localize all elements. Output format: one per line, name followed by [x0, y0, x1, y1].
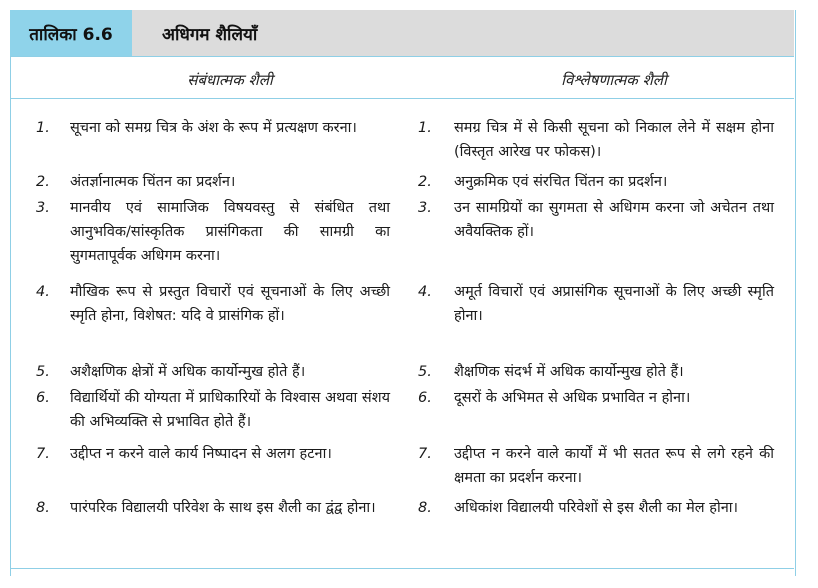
table-title: अधिगम शैलियाँ	[162, 24, 258, 45]
item-text: अमूर्त विचारों एवं अप्रासंगिक सूचनाओं के लिए अच्छी स्मृति होना।	[454, 284, 774, 324]
item-number: 6.	[418, 390, 432, 406]
item-number: 3.	[418, 200, 432, 216]
table-label: तालिका 6.6	[10, 10, 132, 56]
item-text: सूचना को समग्र चित्र के अंश के रूप में प्रत्यक्षण करना।	[70, 120, 357, 136]
header-divider	[10, 98, 794, 99]
item-text: उन सामग्रियों का सुगमता से अधिगम करना जो अचेतन तथा अवैयक्तिक हों।	[454, 200, 774, 240]
item-text: अनुक्रमिक एवं संरचित चिंतन का प्रदर्शन।	[454, 174, 668, 190]
item-number: 1.	[36, 120, 50, 136]
item-text: अधिकांश विद्यालयी परिवेशों से इस शैली का मेल होना।	[454, 500, 738, 516]
item-number: 7.	[418, 446, 432, 462]
item-text: उद्दीप्त न करने वाले कार्य निष्पादन से अलग हटना।	[70, 446, 332, 462]
item-number: 3.	[36, 200, 50, 216]
item-text: अशैक्षणिक क्षेत्रों में अधिक कार्योन्मुख होते हैं।	[70, 364, 306, 380]
item-number: 4.	[36, 284, 50, 300]
item-text: अंतर्ज्ञानात्मक चिंतन का प्रदर्शन।	[70, 174, 236, 190]
item-text: मौखिक रूप से प्रस्तुत विचारों एवं सूचनाओं के लिए अच्छी स्मृति होना, विशेषत: यदि वे प्रासंगिक हों।	[70, 284, 390, 324]
item-text: उद्दीप्त न करने वाले कार्यों में भी सतत रूप से लगे रहने की क्षमता का प्रदर्शन करना।	[454, 446, 774, 486]
item-text: दूसरों के अभिमत से अधिक प्रभावित न होना।	[454, 390, 691, 406]
title-divider	[10, 56, 794, 57]
item-number: 1.	[418, 120, 432, 136]
item-text: समग्र चित्र में से किसी सूचना को निकाल लेने में सक्षम होना (विस्तृत आरेख पर फोकस)।	[454, 120, 774, 160]
item-number: 6.	[36, 390, 50, 406]
item-number: 8.	[36, 500, 50, 516]
item-text: पारंपरिक विद्यालयी परिवेश के साथ इस शैली का द्वंद्व होना।	[70, 500, 376, 516]
item-number: 5.	[36, 364, 50, 380]
bottom-rule	[10, 568, 794, 569]
item-text: मानवीय एवं सामाजिक विषयवस्तु से संबंधित तथा आनुभविक/सांस्कृतिक प्रासंगिकता की सामग्री का सुगमतापूर्वक अधिगम करना।	[70, 200, 390, 264]
column-header-analytical: विश्लेषणात्मक शैली	[561, 71, 667, 89]
item-text: विद्यार्थियों की योग्यता में प्राधिकारियों के विश्वास अथवा संशय की अभिव्यक्ति से प्रभावित होते हैं।	[70, 390, 390, 430]
item-number: 8.	[418, 500, 432, 516]
item-number: 7.	[36, 446, 50, 462]
item-number: 2.	[418, 174, 432, 190]
item-number: 2.	[36, 174, 50, 190]
column-header-relational: संबंधात्मक शैली	[187, 71, 273, 89]
item-number: 5.	[418, 364, 432, 380]
item-number: 4.	[418, 284, 432, 300]
item-text: शैक्षणिक संदर्भ में अधिक कार्योन्मुख होते हैं।	[454, 364, 684, 380]
